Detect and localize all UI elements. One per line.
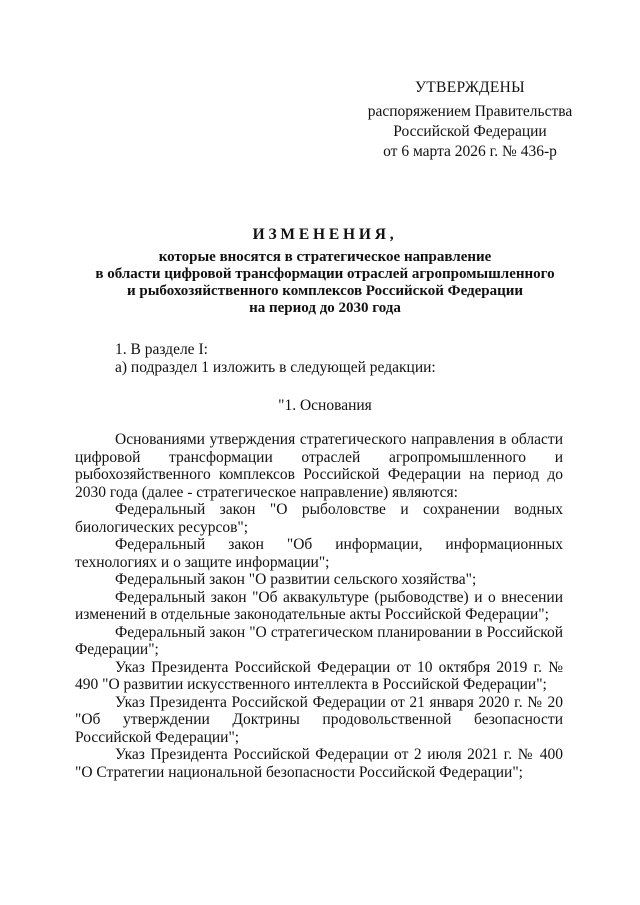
subheading-line-1: которые вносятся в стратегическое направление (158, 249, 492, 265)
document-subheading (75, 249, 575, 317)
subheading-line-4: на период до 2030 года (249, 300, 401, 316)
approval-stamp (340, 78, 600, 162)
section-title: "1. Основания (278, 397, 372, 414)
document-heading: ИЗМЕНЕНИЯ, (252, 226, 398, 243)
paragraph-decree-490: Указ Президента Российской Федерации от 10 октября 2019 г. № 490 "О развитии искусственного интеллекта в Российской Федерации"; (75, 658, 563, 693)
paragraph-decree-400: Указ Президента Российской Федерации от 2 июля 2021 г. № 400 "О Стратегии национальной безопасности Российской Федерации"; (75, 746, 563, 781)
paragraph-law-information: Федеральный закон "Об информации, информационных технологиях и о защите информации"; (75, 536, 563, 571)
item-1: 1. В разделе I: (115, 341, 208, 358)
subheading-line-2: в области цифровой трансформации отраслей агропромышленного (95, 266, 555, 282)
paragraph-bases: Основаниями утверждения стратегического направления в области цифровой трансформации отраслей агропромышленного и рыбохозяйственного комплексов Российской Федерации на период до 2030 года (далее - стратегическое направление) являются: (75, 431, 563, 501)
paragraph-law-fishery: Федеральный закон "О рыболовстве и сохранении водных биологических ресурсов"; (75, 501, 563, 536)
subheading-line-3: и рыбохозяйственного комплексов Российской Федерации (126, 283, 524, 299)
paragraph-law-agriculture: Федеральный закон "О развитии сельского хозяйства"; (115, 571, 477, 588)
paragraph-decree-20: Указ Президента Российской Федерации от 21 января 2020 г. № 20 "Об утверждении Доктрины продовольственной безопасности Российской Федерации"; (75, 693, 563, 746)
approval-line-3: от 6 марта 2026 г. № 436-р (383, 143, 557, 160)
paragraph-law-planning: Федеральный закон "О стратегическом планировании в Российской Федерации"; (75, 623, 563, 658)
paragraph-law-aquaculture: Федеральный закон "Об аквакультуре (рыбоводстве) и о внесении изменений в отдельные законодательные акты Российской Федерации"; (75, 588, 563, 623)
item-1a: а) подраздел 1 изложить в следующей редакции: (115, 359, 436, 376)
approval-line-2: Российской Федерации (393, 123, 547, 140)
approval-label: УТВЕРЖДЕНЫ (415, 79, 525, 96)
approval-line-1: распоряжением Правительства (367, 103, 573, 120)
body-text (75, 431, 563, 781)
